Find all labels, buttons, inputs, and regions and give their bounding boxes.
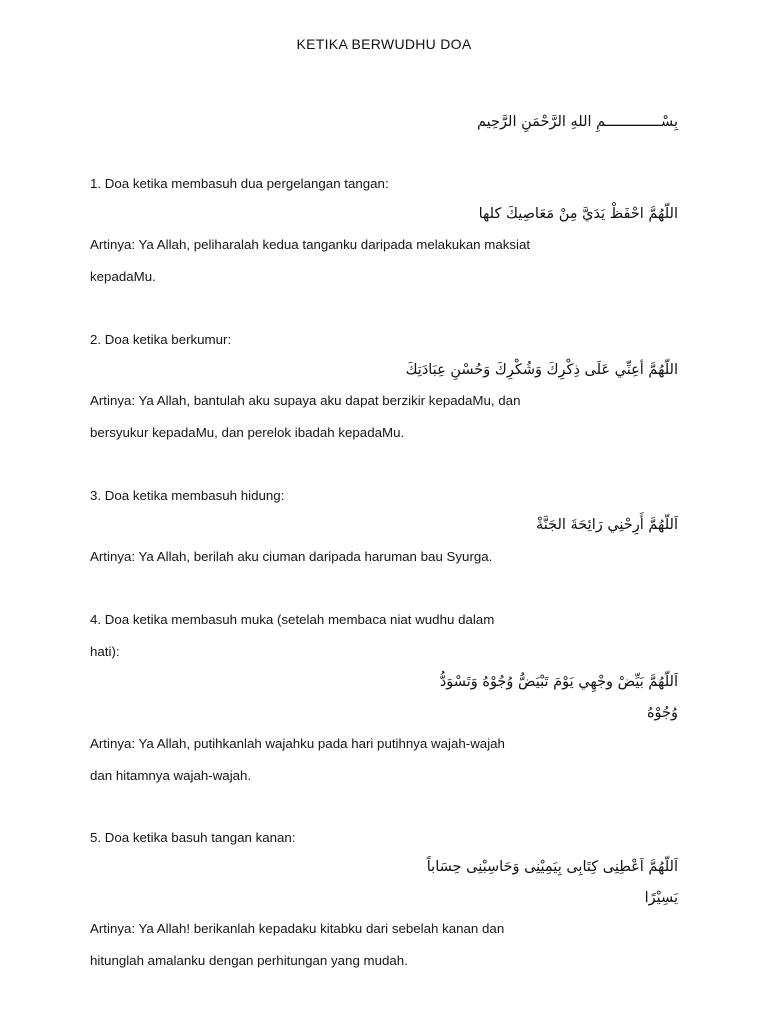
item-1-meaning-line-2: kepadaMu. [90, 269, 156, 284]
item-2-meaning-line-1: Artinya: Ya Allah, bantulah aku supaya aku dapat berzikir kepadaMu, dan [90, 393, 521, 408]
item-3-heading: 3. Doa ketika membasuh hidung: [90, 488, 285, 503]
item-2-meaning-line-2: bersyukur kepadaMu, dan perelok ibadah kepadaMu. [90, 425, 405, 440]
item-3-meaning-line-1: Artinya: Ya Allah, berilah aku ciuman daripada haruman bau Syurga. [90, 549, 493, 564]
item-4-heading-line-2: hati): [90, 644, 120, 659]
item-5-arabic-line-1: اَللّهُمَّ اَعْطِنِى كِتَابِى بِيَمِيْنِى وَحَاسِبْنِى حِسَاباً [426, 859, 678, 875]
item-3-arabic: اَللّهُمَّ أَرِحْنِي رَائِحَةَ الجَنَّةْ [535, 517, 678, 533]
item-1-meaning-line-1: Artinya: Ya Allah, peliharalah kedua tanganku daripada melakukan maksiat [90, 237, 531, 252]
item-4-arabic-line-1: اَللّهُمَّ بَيِّضْ وجْهِي يَوْمَ تَبْيَضُّ وُجُوْهُ وَتَسْوَدُّ [439, 674, 678, 690]
item-5-arabic-line-2: يَسِيْرًا [644, 890, 678, 906]
item-5-meaning-line-1: Artinya: Ya Allah! berikanlah kepadaku kitabku dari sebelah kanan dan [90, 921, 505, 936]
item-2-arabic: اللّهُمَّ أعِنِّي عَلَى ذِكْرِكَ وَشُكْرِكَ وَحُسْنِ عِبَادَتِكَ [405, 362, 678, 378]
basmalah: بِسْـــــــــــــمِ اللهِ الرَّحْمَنِ الرَّحِيم [477, 114, 678, 130]
page-title: KETIKA BERWUDHU DOA [296, 36, 472, 52]
item-4-meaning-line-2: dan hitamnya wajah-wajah. [90, 768, 252, 783]
item-5-heading: 5. Doa ketika basuh tangan kanan: [90, 830, 296, 845]
item-5-meaning-line-2: hitunglah amalanku dengan perhitungan yang mudah. [90, 953, 408, 968]
item-1-arabic: اللّهُمَّ احْفَظْ يَدَيَّ مِنْ مَعَاصِيكَ كلها [478, 206, 678, 222]
item-4-heading-line-1: 4. Doa ketika membasuh muka (setelah membaca niat wudhu dalam [90, 612, 495, 627]
item-4-meaning-line-1: Artinya: Ya Allah, putihkanlah wajahku pada hari putihnya wajah-wajah [90, 736, 505, 751]
item-1-heading: 1. Doa ketika membasuh dua pergelangan tangan: [90, 176, 389, 191]
item-2-heading: 2. Doa ketika berkumur: [90, 332, 232, 347]
item-4-arabic-line-2: وُجُوْهُ [646, 705, 678, 721]
